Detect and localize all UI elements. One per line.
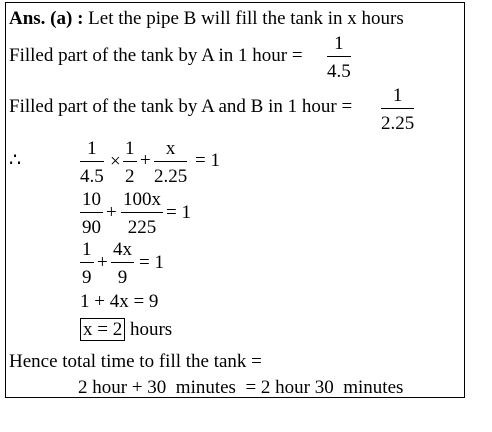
fraction-numerator: x xyxy=(154,139,187,162)
fraction-denominator: 4.5 xyxy=(327,61,351,82)
eq1-fraction-1 xyxy=(80,139,104,186)
fraction-numerator: 100x xyxy=(121,190,163,213)
fraction-denominator: 90 xyxy=(82,217,101,238)
fraction-numerator: 1 xyxy=(381,86,414,109)
filled-part-ab-text: Filled part of the tank by A and B in 1 hour = xyxy=(9,96,353,117)
fraction-denominator: 9 xyxy=(82,267,92,288)
eq2-rhs: = 1 xyxy=(166,202,191,223)
therefore-symbol: ∴ xyxy=(9,150,22,171)
fraction-denominator: 225 xyxy=(127,217,157,238)
eq4: 1 + 4x = 9 xyxy=(80,291,159,312)
answer-intro: Let the pipe B will fill the tank in x hours xyxy=(88,8,404,29)
filled-part-ab-fraction xyxy=(381,86,414,133)
answer-label: Ans. (a) : xyxy=(9,8,84,29)
eq3-fraction-1 xyxy=(80,240,94,287)
conclusion-line-2: 2 hour + 30 minutes = 2 hour 30 minutes xyxy=(78,377,404,398)
fraction-numerator: 1 xyxy=(327,34,351,57)
eq3-rhs: = 1 xyxy=(139,252,164,273)
eq2-fraction-1 xyxy=(80,190,103,237)
eq3-plus: + xyxy=(97,252,108,273)
eq3-fraction-2 xyxy=(111,240,134,287)
conclusion-line-1: Hence total time to fill the tank = xyxy=(9,351,262,372)
answer-line xyxy=(9,9,404,28)
filled-part-a-text: Filled part of the tank by A in 1 hour = xyxy=(9,45,303,66)
filled-part-a-fraction xyxy=(327,34,351,81)
result-unit: hours xyxy=(129,319,173,340)
eq1-fraction-2 xyxy=(123,139,137,186)
boxed-result: x = 2 xyxy=(80,318,125,341)
eq1-times: × xyxy=(110,151,121,172)
eq1-rhs: = 1 xyxy=(195,150,220,171)
fraction-numerator: 1 xyxy=(80,139,104,162)
fraction-denominator: 2 xyxy=(125,166,135,187)
fraction-numerator: 1 xyxy=(80,240,94,263)
eq1-fraction-3 xyxy=(154,139,187,186)
fraction-denominator: 4.5 xyxy=(80,166,104,187)
fraction-denominator: 2.25 xyxy=(381,113,415,134)
fraction-denominator: 9 xyxy=(117,267,128,288)
fraction-numerator: 10 xyxy=(80,190,103,213)
fraction-numerator: 4x xyxy=(111,240,134,263)
eq2-fraction-2 xyxy=(121,190,163,237)
eq1-plus: + xyxy=(140,150,151,171)
fraction-denominator: 2.25 xyxy=(154,166,188,187)
result-line xyxy=(80,320,172,339)
eq2-plus: + xyxy=(106,202,117,223)
fraction-numerator: 1 xyxy=(123,139,137,162)
